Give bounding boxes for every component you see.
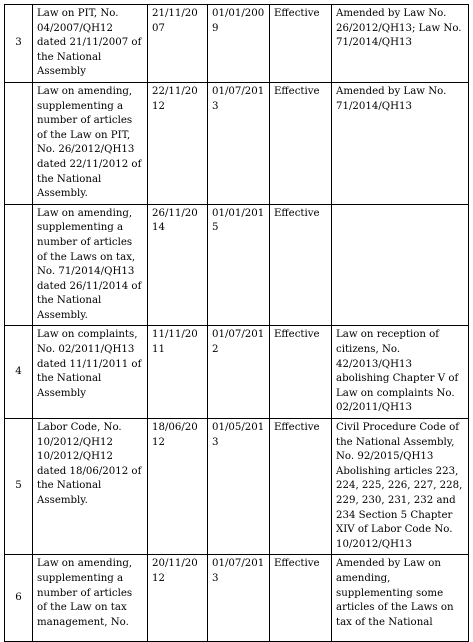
status: Effective [270, 555, 332, 642]
effective-date: 01/07/2013 [208, 555, 270, 642]
effective-date: 01/07/2013 [208, 82, 270, 204]
effective-date: 01/05/2013 [208, 419, 270, 555]
row-number [5, 204, 33, 326]
status: Effective [270, 204, 332, 326]
law-name: Law on amending, supplementing a number of articles of the Law on tax management, No. [33, 555, 148, 642]
note: Amended by Law No. 71/2014/QH13 [332, 82, 469, 204]
table-row [5, 5, 469, 83]
note: Law on reception of citizens, No. 42/2013/QH13 abolishing Chapter V of Law on complaints No. 02/2011/QH13 [332, 326, 469, 419]
law-name: Law on complaints, No. 02/2011/QH13 dated 11/11/2011 of the National Assembly [33, 326, 148, 419]
row-number [5, 82, 33, 204]
law-name: Labor Code, No. 10/2012/QH12 10/2012/QH12 dated 18/06/2012 of the National Assembly. [33, 419, 148, 555]
effective-date: 01/07/2012 [208, 326, 270, 419]
law-name: Law on amending, supplementing a number of articles of the Laws on tax, No. 71/2014/QH13 dated 26/11/2014 of the National Assembly. [33, 204, 148, 326]
status: Effective [270, 326, 332, 419]
effective-date: 01/01/2015 [208, 204, 270, 326]
table-row [5, 419, 469, 555]
note [332, 204, 469, 326]
status: Effective [270, 419, 332, 555]
issued-date: 26/11/2014 [148, 204, 208, 326]
issued-date: 21/11/2007 [148, 5, 208, 83]
issued-date: 11/11/2011 [148, 326, 208, 419]
law-table [4, 4, 469, 642]
note: Amended by Law on amending, supplementing some articles of the Laws on tax of the National [332, 555, 469, 642]
row-number: 3 [5, 5, 33, 83]
table-row [5, 326, 469, 419]
row-number: 4 [5, 326, 33, 419]
table-row [5, 555, 469, 642]
table-row [5, 204, 469, 326]
issued-date: 18/06/2012 [148, 419, 208, 555]
issued-date: 22/11/2012 [148, 82, 208, 204]
note: Amended by Law No. 26/2012/QH13; Law No. 71/2014/QH13 [332, 5, 469, 83]
status: Effective [270, 5, 332, 83]
row-number: 5 [5, 419, 33, 555]
table-row [5, 82, 469, 204]
status: Effective [270, 82, 332, 204]
law-name: Law on amending, supplementing a number of articles of the Law on PIT, No. 26/2012/QH13 dated 22/11/2012 of the National Assembly. [33, 82, 148, 204]
law-name: Law on PIT, No. 04/2007/QH12 dated 21/11/2007 of the National Assembly [33, 5, 148, 83]
issued-date: 20/11/2012 [148, 555, 208, 642]
row-number: 6 [5, 555, 33, 642]
effective-date: 01/01/2009 [208, 5, 270, 83]
note: Civil Procedure Code of the National Assembly, No. 92/2015/QH13 Abolishing articles 223, 224, 225, 226, 227, 228, 229, 230, 231, 232 and 234 Section 5 Chapter XIV of Labor Code No. 10/2012/QH13 [332, 419, 469, 555]
